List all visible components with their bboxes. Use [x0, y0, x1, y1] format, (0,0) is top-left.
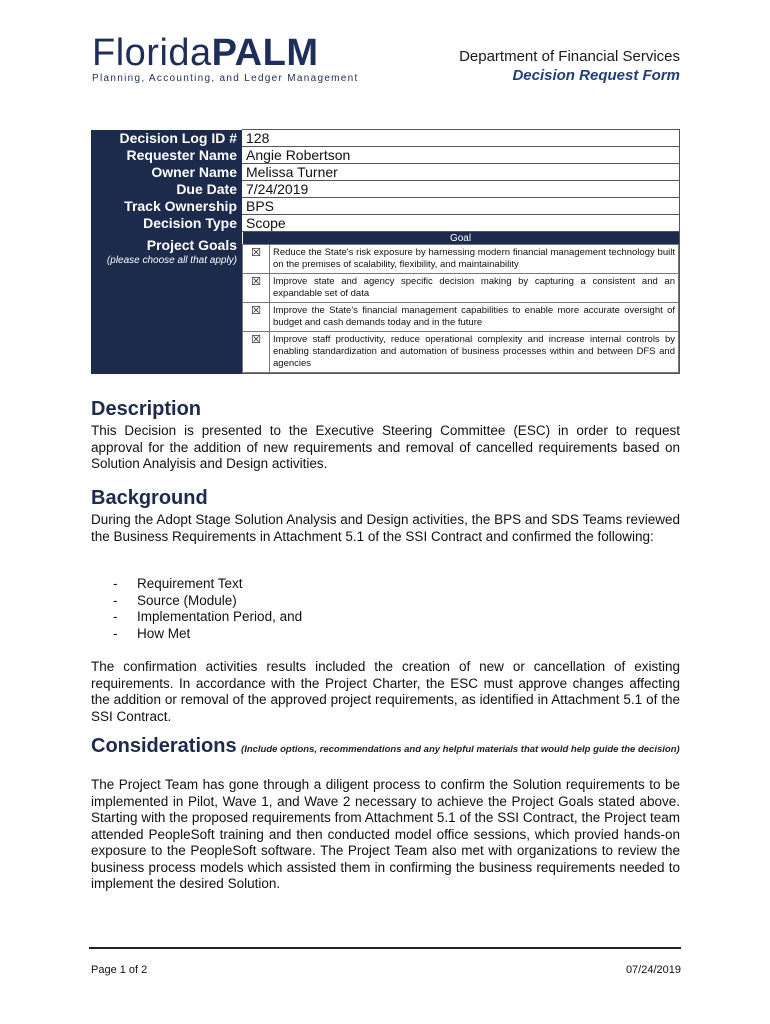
- info-value: 7/24/2019: [242, 181, 680, 198]
- florida-palm-logo: [92, 32, 359, 84]
- goal-text: Improve state and agency specific decision making by capturing a consistent and an expandable set of data: [270, 274, 679, 303]
- goal-checkbox[interactable]: ☒: [243, 332, 270, 373]
- decision-info-table: [91, 129, 680, 374]
- project-goals-cell: [242, 232, 680, 374]
- info-row: [91, 181, 680, 198]
- list-dash: -: [113, 592, 118, 608]
- goal-checkbox[interactable]: ☒: [243, 245, 270, 274]
- header-right: [459, 47, 680, 85]
- goal-row: [243, 274, 679, 303]
- considerations-heading: Considerations: [91, 735, 237, 757]
- info-value: Scope: [242, 215, 680, 232]
- info-value: BPS: [242, 198, 680, 215]
- logo-word-palm: PALM: [211, 32, 319, 74]
- list-item: [113, 576, 302, 593]
- project-goals-label-cell: [91, 232, 242, 374]
- list-item: [113, 626, 302, 643]
- info-value: 128: [242, 130, 680, 147]
- project-goals-label: Project Goals: [146, 236, 237, 253]
- list-item-text: Implementation Period, and: [137, 609, 303, 624]
- list-item: [113, 609, 302, 626]
- background-list: [113, 576, 302, 642]
- info-label: Due Date: [91, 181, 242, 198]
- description-text: This Decision is presented to the Executive Steering Committee (ESC) in order to request approval for the addition of new requirements and removal of cancelled requirements based on Solution Analyisis and Design activities.: [91, 423, 680, 471]
- goal-text: Reduce the State's risk exposure by harnessing modern financial management technology built on the premises of scalability, flexibility, and maintainability: [270, 245, 679, 274]
- info-row: [91, 215, 680, 232]
- list-item: [113, 593, 302, 610]
- goal-row: [243, 332, 679, 373]
- info-label: Decision Log ID #: [91, 130, 242, 147]
- project-goals-sublabel: (please choose all that apply): [106, 254, 237, 266]
- info-label: Requester Name: [91, 147, 242, 164]
- goal-row: [243, 303, 679, 332]
- list-item-text: How Met: [137, 625, 191, 641]
- background-heading: Background: [91, 487, 208, 509]
- goal-text: Improve the State's financial management capabilities to enable more accurate oversight of budget and cash demands today and in the future: [270, 303, 679, 332]
- info-value: Angie Robertson: [242, 147, 680, 164]
- info-label: Owner Name: [91, 164, 242, 181]
- background-intro: During the Adopt Stage Solution Analysis and Design activities, the BPS and SDS Teams reviewed the Business Requirements in Attachment 5.1 of the SSI Contract and confirmed the following:: [91, 512, 680, 544]
- goals-header: Goal: [243, 232, 679, 245]
- considerations-heading-block: [91, 735, 680, 757]
- page-number: Page 1 of 2: [91, 964, 148, 976]
- goal-text: Improve staff productivity, reduce operational complexity and increase internal controls by enabling standardization and automation of business processes within and between DFS and agencies: [270, 332, 679, 373]
- goal-checkbox[interactable]: ☒: [243, 303, 270, 332]
- considerations-note: (Include options, recommendations and any helpful materials that would help guide the decision): [241, 744, 680, 755]
- info-row: [91, 198, 680, 215]
- info-label: Decision Type: [91, 215, 242, 232]
- description-heading: Description: [91, 398, 202, 420]
- list-item-text: Requirement Text: [137, 576, 243, 591]
- form-title: Decision Request Form: [512, 67, 680, 84]
- logo-wordmark: [92, 33, 352, 73]
- list-dash: -: [113, 576, 118, 591]
- list-dash: -: [113, 609, 118, 624]
- logo-tagline: Planning, Accounting, and Ledger Management: [92, 73, 359, 84]
- goal-row: [243, 245, 679, 274]
- info-row: [91, 164, 680, 181]
- logo-word-florida: Florida: [92, 32, 212, 74]
- footer-divider: [89, 947, 681, 949]
- footer-date: 07/24/2019: [625, 964, 681, 976]
- list-item-text: Source (Module): [137, 592, 237, 608]
- info-value: Melissa Turner: [242, 164, 680, 181]
- list-dash: -: [113, 625, 118, 641]
- info-row: [91, 130, 680, 147]
- background-closing: The confirmation activities results included the creation of new or cancellation of existing requirements. In accordance with the Project Charter, the ESC must approve changes affecting the addition or removal of the approved project requirements, as identified in Attachment 5.1 of the SSI Contract.: [91, 659, 680, 724]
- project-goals-row: [91, 232, 680, 374]
- department-name: Department of Financial Services: [459, 48, 680, 65]
- considerations-text: The Project Team has gone through a diligent process to confirm the Solution requirements to be implemented in Pilot, Wave 1, and Wave 2 necessary to achieve the Project Goals stated above. Starting with the proposed requirements from Attachment 5.1 of the SSI Contract, the Project team attended PeopleSoft training and then conducted model office sessions, which provied hands-on exposure to the PeopleSoft software. The Project Team also met with organizations to review the business process models which assisted them in confirming the business requirements needed to implement the desired Solution.: [91, 777, 680, 891]
- info-row: [91, 147, 680, 164]
- info-label: Track Ownership: [91, 198, 242, 215]
- goal-checkbox[interactable]: ☒: [243, 274, 270, 303]
- goals-table: [242, 232, 679, 373]
